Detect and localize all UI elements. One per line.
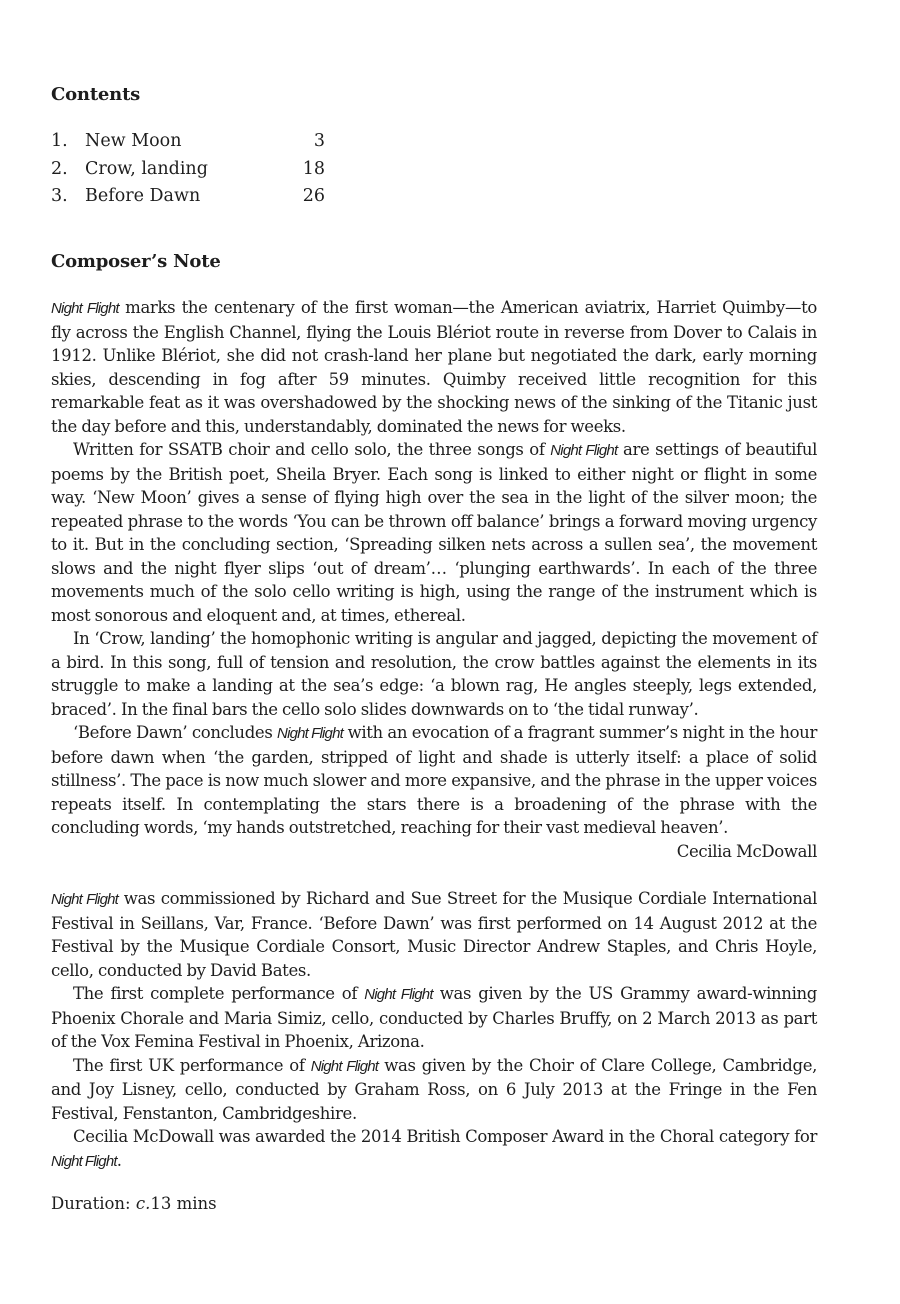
note-paragraph-text: with an evocation of a fragrant summer’s night in the hour before dawn when ‘the garden, stripped of light and shade is utterly itself: a place of solid stillness’. The pace is now much slower and more expansive, and the phrase in the upper voices repeats itself. In contemplating the stars there is a broadening of the phrase with the concluding words, ‘my hands outstretched, reaching for their vast medieval heaven’.: [51, 723, 817, 837]
note-paragraph: In ‘Crow, landing’ the homophonic writing is angular and jagged, depicting the movement of a bird. In this song, full of tension and resolution, the crow battles against the elements in its struggle to make a landing at the sea’s edge: ‘a blown rag, He angles steeply, legs extended, braced’. In the final bars the cello solo slides downwards on to ‘the tidal runway’.: [51, 629, 817, 719]
work-title: Night Flight: [277, 725, 343, 742]
contents-item-page: 3: [313, 131, 325, 151]
work-title: Night Flight: [51, 300, 119, 317]
note-paragraph: [51, 438, 817, 627]
performance-paragraph-text: Cecilia McDowall was awarded the 2014 British Composer Award in the Choral category for: [73, 1127, 817, 1146]
contents-item: [51, 183, 331, 211]
contents-item-title: New Moon: [85, 131, 182, 151]
contents-item-number: 3.: [51, 186, 68, 206]
duration-value: 13 mins: [150, 1194, 217, 1213]
note-paragraph-text: are settings of beautiful poems by the British poet, Sheila Bryer. Each song is linked to either night or flight in some way. ‘New Moon’ gives a sense of flying high over the sea in the light of the silver moon; the repeated phrase to the words ‘You can be thrown off balance’ brings a forward moving urgency to it. But in the concluding section, ‘Spreading silken nets across a sullen sea’, the movement slows and the night flyer slips ‘out of dream’… ‘plunging earthwards’. In each of the three movements much of the solo cello writing is high, using the range of the instrument which is most sonorous and eloquent and, at times, ethereal.: [51, 440, 818, 625]
performance-paragraph-text: .: [116, 1150, 122, 1170]
contents-list: [51, 128, 331, 211]
note-paragraph-text: Written for SSATB choir and cello solo, the three songs of: [73, 440, 551, 459]
contents-item: [51, 156, 331, 184]
work-title: Night Flight: [364, 986, 433, 1003]
contents-item: [51, 128, 331, 156]
work-title: Night Flight: [550, 442, 618, 459]
note-paragraph: [51, 296, 817, 438]
work-title: Night Flight: [51, 1152, 117, 1170]
performance-paragraph: [51, 982, 817, 1054]
work-title: Night Flight: [51, 891, 119, 908]
note-paragraph-text: ‘Before Dawn’ concludes: [73, 723, 278, 742]
contents-item-title: Before Dawn: [85, 186, 201, 206]
performance-paragraph-text: was given by the Choir of Clare College, Cambridge, and Joy Lisney, cello, conducted by Graham Ross, on 6 July 2013 at the Fringe in the Fen Festival, Fenstanton, Cambridgeshire.: [51, 1055, 818, 1123]
work-title: Night Flight: [310, 1057, 379, 1075]
performance-paragraph: [51, 1054, 817, 1126]
contents-item-page: 18: [302, 158, 325, 179]
contents-item-title: Crow, landing: [85, 158, 208, 179]
duration: [51, 1192, 217, 1216]
performance-paragraph-text: The first complete performance of: [73, 984, 365, 1003]
composers-note-body: [51, 296, 817, 863]
performance-paragraph-text: was given by the US Grammy award-winning Phoenix Chorale and Maria Simiz, cello, conducted by Charles Bruffy, on 2 March 2013 as part of the Vox Femina Festival in Phoenix, Arizona.: [51, 984, 818, 1051]
performance-paragraph-text: was commissioned by Richard and Sue Street for the Musique Cordiale International Festival in Seillans, Var, France. ‘Before Dawn’ was first performed on 14 August 2012 at the Festival by the Musique Cordiale Consort, Music Director Andrew Staples, and Chris Hoyle, cello, conducted by David Bates.: [51, 889, 817, 980]
duration-label: Duration:: [51, 1194, 136, 1213]
duration-circa: c.: [135, 1194, 151, 1213]
signature: Cecilia McDowall: [676, 841, 817, 861]
contents-item-page: 26: [302, 186, 325, 206]
note-paragraph-text: marks the centenary of the first woman—the American aviatrix, Harriet Quimby—to fly across the English Channel, flying the Louis Blériot route in reverse from Dover to Calais in 1912. Unlike Blériot, she did not crash-land her plane but negotiated the dark, early morning skies, descending in fog after 59 minutes. Quimby received little recognition for this remarkable feat as it was overshadowed by the shocking news of the sinking of the Titanic just the day before and this, understandably, dominated the news for weeks.: [51, 298, 818, 436]
performance-paragraph: [51, 1125, 817, 1173]
composers-note-heading: Composer’s Note: [51, 251, 221, 272]
performance-paragraph: [51, 887, 817, 982]
note-paragraph: [51, 721, 817, 840]
performance-history: [51, 887, 817, 1173]
performance-paragraph-text: The first UK performance of: [73, 1055, 311, 1075]
contents-heading: Contents: [51, 84, 141, 105]
contents-item-number: 2.: [51, 158, 68, 179]
contents-item-number: 1.: [51, 131, 68, 151]
